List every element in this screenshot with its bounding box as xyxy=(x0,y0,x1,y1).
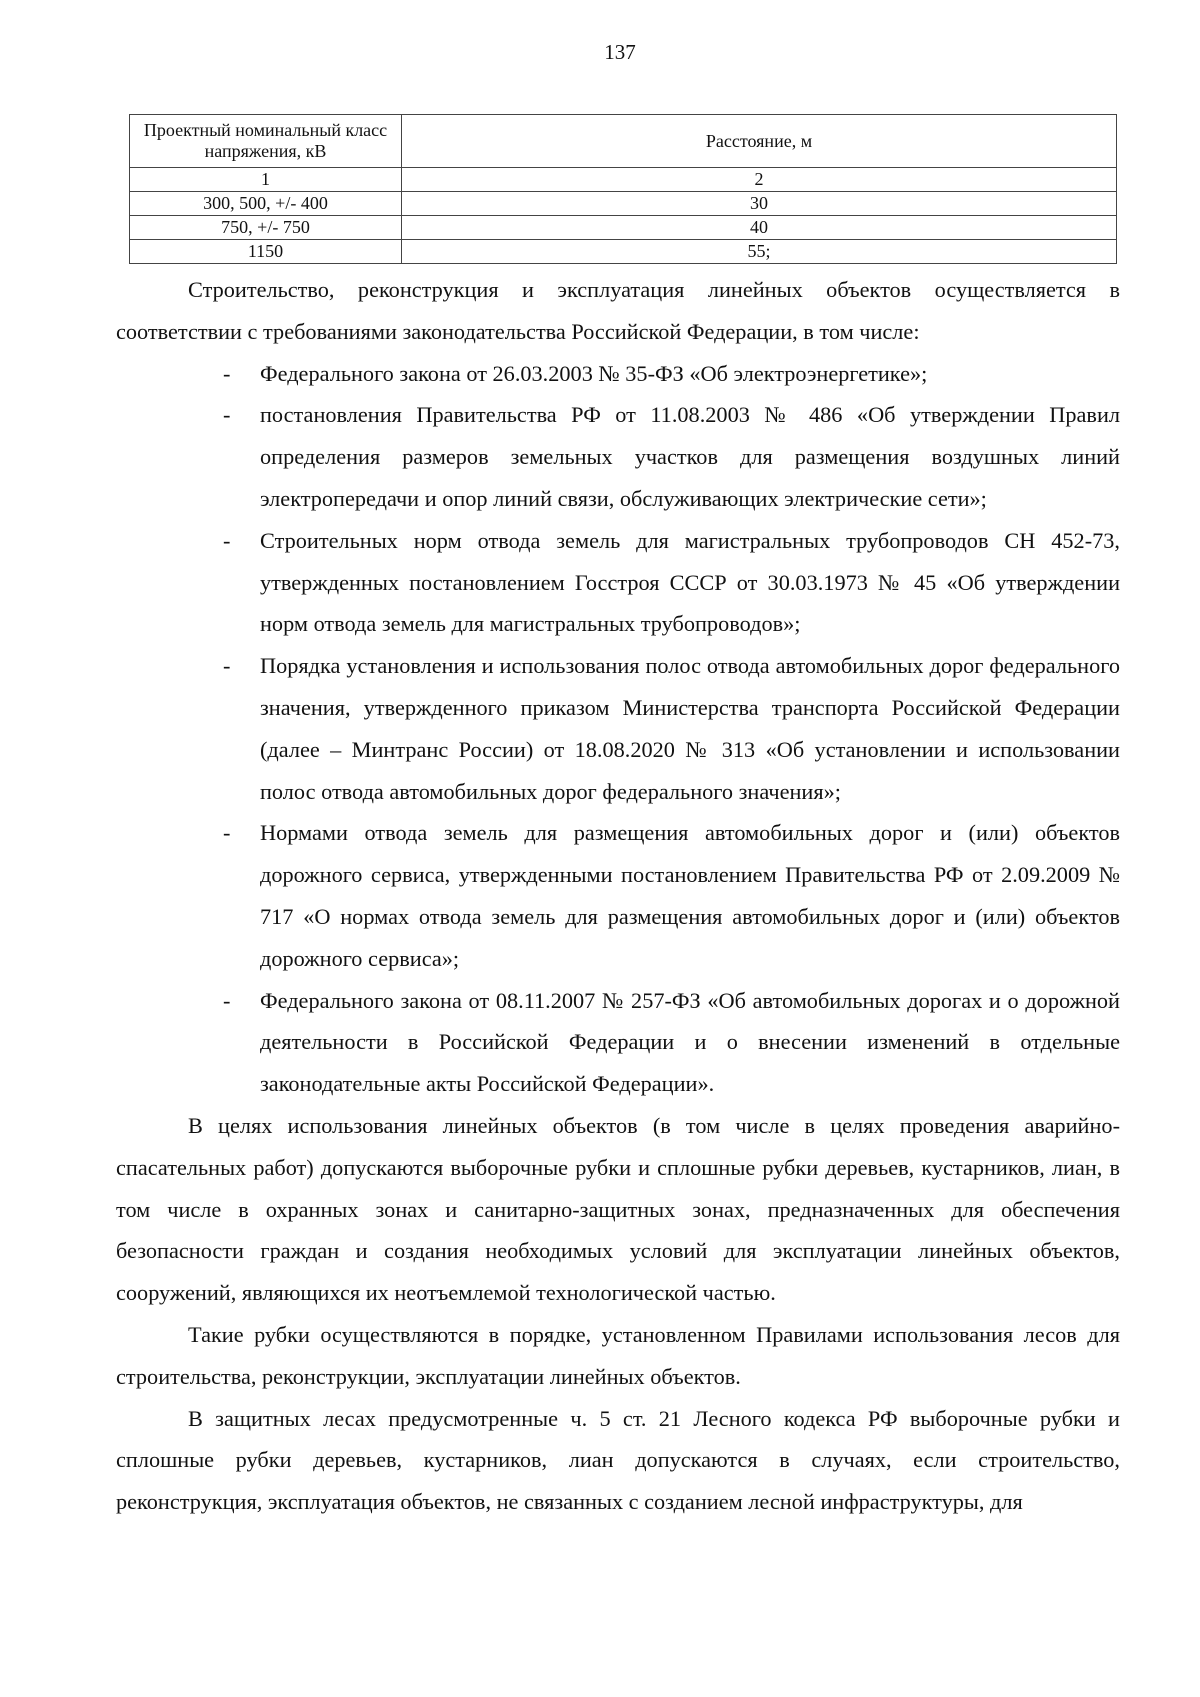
list-item-text: Федерального закона от 08.11.2007 № 257-ФЗ «Об автомобильных дорогах и о дорожной деятельности в Российской Федерации и о внесении изменений в отдельные законодательные акты Российской Федерации». xyxy=(260,987,1120,1097)
table-cell-distance: 55; xyxy=(402,240,1117,264)
list-item-text: Порядка установления и использования полос отвода автомобильных дорог федерального значения, утвержденного приказом Министерства транспорта Российской Федерации (далее – Минтранс России) от 18.08.2020 № 313 «Об установлении и использовании полос отвода автомобильных дорог федерального значения»; xyxy=(260,653,1120,804)
table-cell-distance: 30 xyxy=(402,192,1117,216)
list-bullet: - xyxy=(223,820,231,846)
list-bullet: - xyxy=(223,987,231,1013)
table-row xyxy=(130,240,1117,264)
list-item-text: Федерального закона от 26.03.2003 № 35-ФЗ «Об электроэнергетике»; xyxy=(260,360,928,386)
table-cell-voltage-class: 750, +/- 750 xyxy=(130,216,402,240)
list-item xyxy=(116,353,1120,395)
table-row xyxy=(130,168,1117,192)
paragraph-logging-permission: В целях использования линейных объектов (в том числе в целях проведения аварийно-спасательных работ) допускаются выборочные рубки и сплошные рубки деревьев, кустарников, лиан, в том числе в охранных зонах и санитарно-защитных зонах, предназначенных для обеспечения безопасности граждан и создания необходимых условий для эксплуатации линейных объектов, сооружений, являющихся их неотъемлемой технологической частью. xyxy=(116,1112,1120,1306)
list-item-text: постановления Правительства РФ от 11.08.2003 № 486 «Об утверждении Правил определения размеров земельных участков для размещения воздушных линий электропередачи и опор линий связи, обслуживающих электрические сети»; xyxy=(260,402,1120,511)
paragraph-logging-procedure: Такие рубки осуществляются в порядке, установленном Правилами использования лесов для строительства, реконструкции, эксплуатации линейных объектов. xyxy=(116,1321,1120,1389)
page-number: 137 xyxy=(604,40,636,64)
voltage-distance-table xyxy=(129,114,1117,264)
intro-paragraph: Строительство, реконструкция и эксплуатация линейных объектов осуществляется в соответствии с требованиями законодательства Российской Федерации, в том числе: xyxy=(116,277,1120,344)
table-row xyxy=(130,192,1117,216)
list-item xyxy=(116,812,1120,979)
document-body xyxy=(116,269,1120,1523)
legislation-list xyxy=(116,353,1120,1105)
table-cell-voltage-class: 1150 xyxy=(130,240,402,264)
list-item xyxy=(116,645,1120,812)
table-cell-voltage-class: 1 xyxy=(130,168,402,192)
list-item-text: Нормами отвода земель для размещения автомобильных дорог и (или) объектов дорожного сервиса, утвержденными постановлением Правительства РФ от 2.09.2009 № 717 «О нормах отвода земель для размещения автомобильных дорог и (или) объектов дорожного сервиса»; xyxy=(260,820,1120,971)
paragraph-protective-forests: В защитных лесах предусмотренные ч. 5 ст. 21 Лесного кодекса РФ выборочные рубки и сплошные рубки деревьев, кустарников, лиан допускаются в случаях, если строительство, реконструкция, эксплуатация объектов, не связанных с созданием лесной инфраструктуры, для xyxy=(116,1405,1120,1515)
list-bullet: - xyxy=(223,653,231,679)
voltage-distance-table-container xyxy=(129,114,1117,264)
list-bullet: - xyxy=(223,527,231,553)
table-cell-distance: 2 xyxy=(402,168,1117,192)
table-header-distance: Расстояние, м xyxy=(402,115,1117,168)
list-bullet: - xyxy=(223,402,231,428)
table-cell-voltage-class: 300, 500, +/- 400 xyxy=(130,192,402,216)
list-bullet: - xyxy=(223,360,231,386)
table-row xyxy=(130,216,1117,240)
table-body xyxy=(130,168,1117,264)
list-item-text: Строительных норм отвода земель для магистральных трубопроводов СН 452-73, утвержденных постановлением Госстроя СССР от 30.03.1973 № 45 «Об утверждении норм отвода земель для магистральных трубопроводов»; xyxy=(260,527,1120,637)
list-item xyxy=(116,980,1120,1105)
table-header-row xyxy=(130,115,1117,168)
list-item xyxy=(116,520,1120,645)
table-header-voltage-class: Проектный номинальный класс напряжения, кВ xyxy=(130,115,402,168)
table-cell-distance: 40 xyxy=(402,216,1117,240)
list-item xyxy=(116,394,1120,519)
